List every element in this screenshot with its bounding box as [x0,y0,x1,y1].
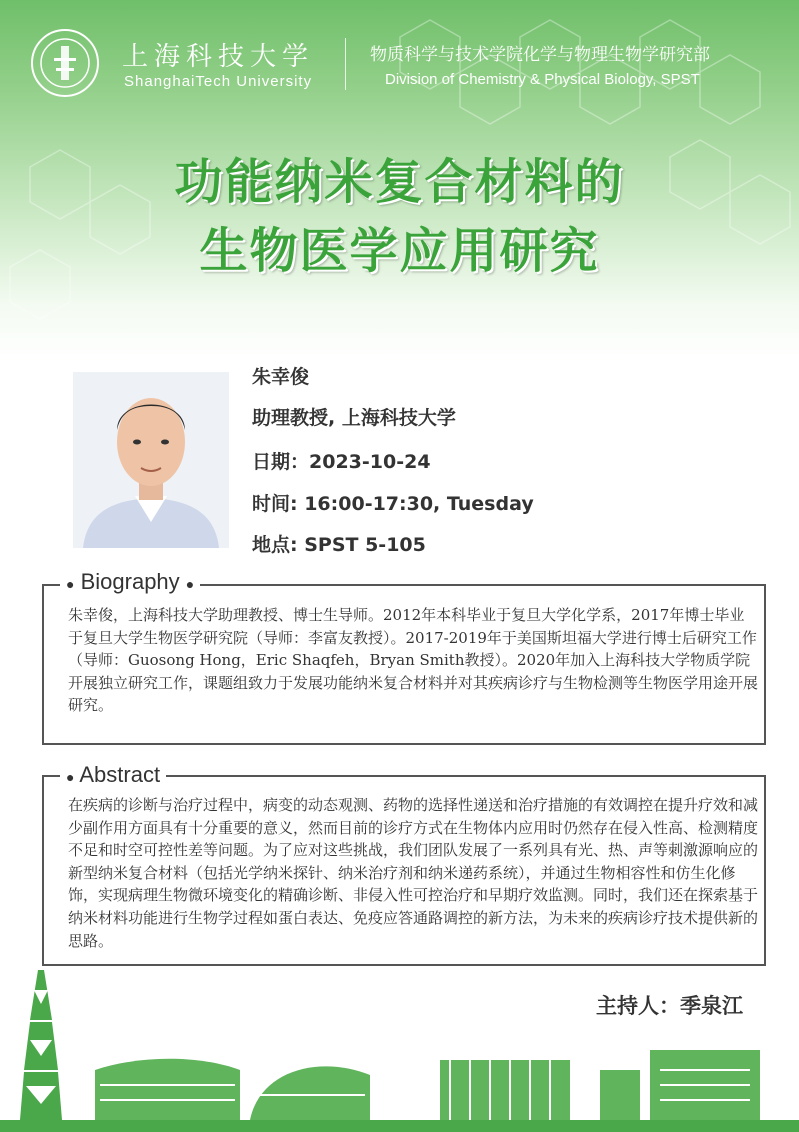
division-name-en: Division of Chemistry & Physical Biology, SPST [385,71,700,88]
abstract-text: 在疾病的诊断与治疗过程中，病变的动态观测、药物的选择性递送和治疗措施的有效调控在提升疗效和减少副作用方面具有十分重要的意义，然而目前的诊疗方式在生物体内应用时仍然存在侵入性高、检测精度不足和时空可控性差等问题。为了应对这些挑战，我们团队发展了一系列具有光、热、声等刺激源响应的新型纳米复合材料（包括光学纳米探针、纳米治疗剂和纳米递药系统），并通过生物相容性和仿生化修饰，实现病理生物微环境变化的精确诊断、非侵入性可控治疗和早期疗效监测。同时，我们还在探索基于纳米材料功能进行生物学过程如蛋白表达、免疫应答通路调控的新方法，为未来的疾病诊疗技术提供新的思路。 [68,796,759,950]
biography-text: 朱幸俊，上海科技大学助理教授、博士生导师。2012年本科毕业于复旦大学化学系，2017年博士毕业于复旦大学生物医学研究院（导师：李富友教授）。2017-2019年于美国斯坦福大学进行博士后研究工作（导师：Guosong Hong，Eric Shaqfeh，Bryan Smith教授）。2020年加入上海科技大学物质学院开展独立研究工作，课题组致力于发展功能纳米复合材料并对其疾病诊疗与生物检测等生物医学用途开展研究。 [68,606,759,715]
university-name-cn: 上海科技大学 [122,42,315,72]
talk-location: 地点: SPST 5-105 [252,534,426,556]
speaker-position: 助理教授, 上海科技大学 [252,407,456,429]
talk-time: 时间: 16:00-17:30, Tuesday [252,493,534,515]
host-name: 主持人：季泉江 [596,994,743,1018]
talk-date: 日期：2023-10-24 [252,451,431,473]
header-divider [345,38,346,90]
bullet-icon: ● [66,576,75,592]
abstract-heading: ● Abstract [60,762,166,788]
shanghaitech-seal-logo [30,28,100,98]
university-name-en: ShanghaiTech University [124,73,313,90]
campus-buildings-illustration [0,960,799,1132]
division-name-cn: 物质科学与技术学院化学与物理生物学研究部 [370,45,710,65]
title-line-2: 生物医学应用研究 [199,223,600,279]
title-line-1: 功能纳米复合材料的 [174,154,625,210]
bullet-icon: ● [66,769,75,785]
bullet-icon: ● [185,576,195,592]
biography-heading: ● Biography ● [60,569,200,595]
speaker-photo [73,372,229,548]
speaker-name: 朱幸俊 [252,366,310,388]
